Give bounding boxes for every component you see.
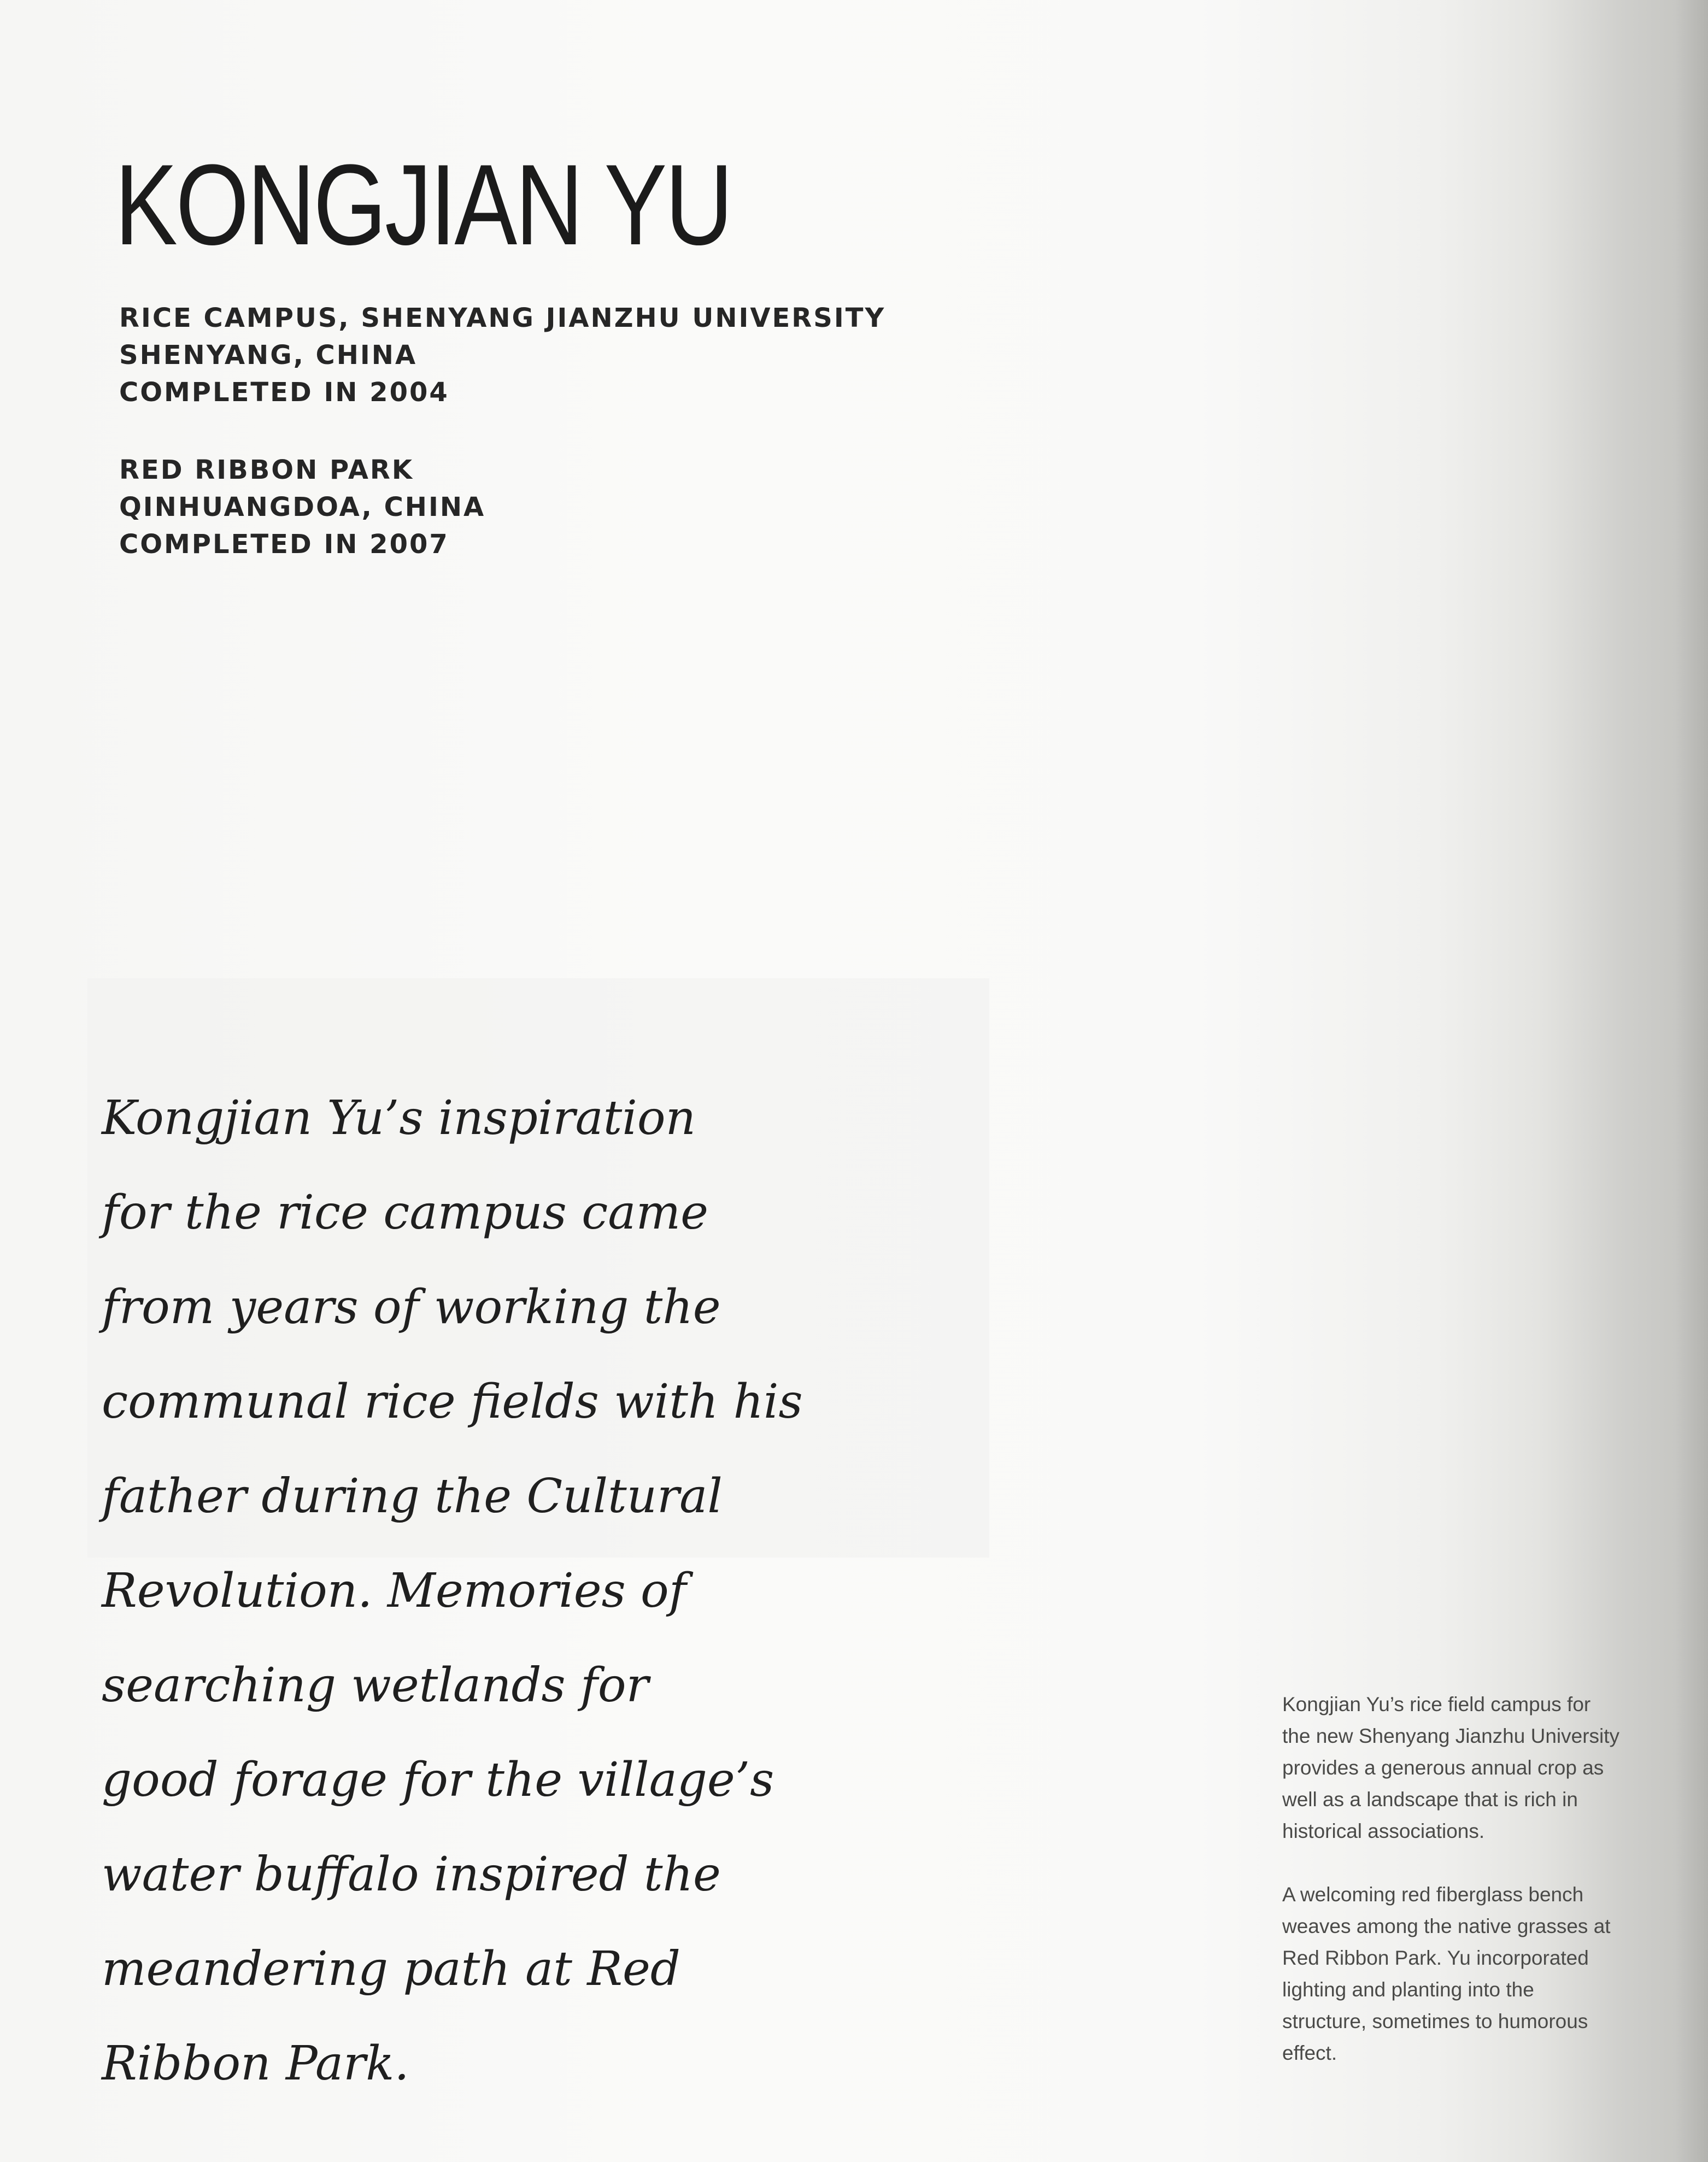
- pull-quote-line: searching wetlands for: [102, 1658, 649, 1713]
- pull-quote-line: from years of working the: [102, 1280, 721, 1335]
- photo-captions: [1282, 1689, 1621, 2101]
- pull-quote-line: water buffalo inspired the: [102, 1847, 721, 1902]
- pull-quote-line: Revolution. Memories of: [102, 1564, 686, 1618]
- page-title: KONGJIAN YU: [115, 140, 732, 269]
- project-name: RED RIBBON PARK: [119, 455, 414, 485]
- project-name: RICE CAMPUS, SHENYANG JIANZHU UNIVERSITY: [119, 303, 886, 333]
- caption-rice-campus: Kongjian Yu’s rice field campus for the new Shenyang Jianzhu University provides a generous annual crop as well as a landscape that is rich in historical associations.: [1282, 1693, 1620, 1842]
- caption-red-ribbon-park: A welcoming red fiberglass bench weaves among the native grasses at Red Ribbon Park. Yu incorporated lighting and planting into the structure, sometimes to humorous effect.: [1282, 1883, 1611, 2064]
- project-completion: COMPLETED IN 2004: [119, 377, 449, 408]
- project-info-red-ribbon-park: [119, 451, 485, 563]
- pull-quote-line: good forage for the village’s: [102, 1753, 774, 1807]
- pull-quote-line: for the rice campus came: [102, 1185, 709, 1240]
- pull-quote-line: communal rice fields with his: [102, 1374, 803, 1429]
- pull-quote-line: meandering path at Red: [102, 1942, 680, 1996]
- pull-quote: [102, 1071, 803, 2111]
- project-info-rice-campus: [119, 299, 885, 411]
- pull-quote-line: Ribbon Park.: [102, 2036, 409, 2091]
- project-location: QINHUANGDOA, CHINA: [119, 492, 486, 522]
- pull-quote-line: father during the Cultural: [102, 1469, 723, 1524]
- project-completion: COMPLETED IN 2007: [119, 529, 449, 560]
- project-location: SHENYANG, CHINA: [119, 340, 418, 371]
- pull-quote-line: Kongjian Yu’s inspiration: [102, 1091, 696, 1145]
- book-gutter-shadow: [1675, 0, 1708, 2162]
